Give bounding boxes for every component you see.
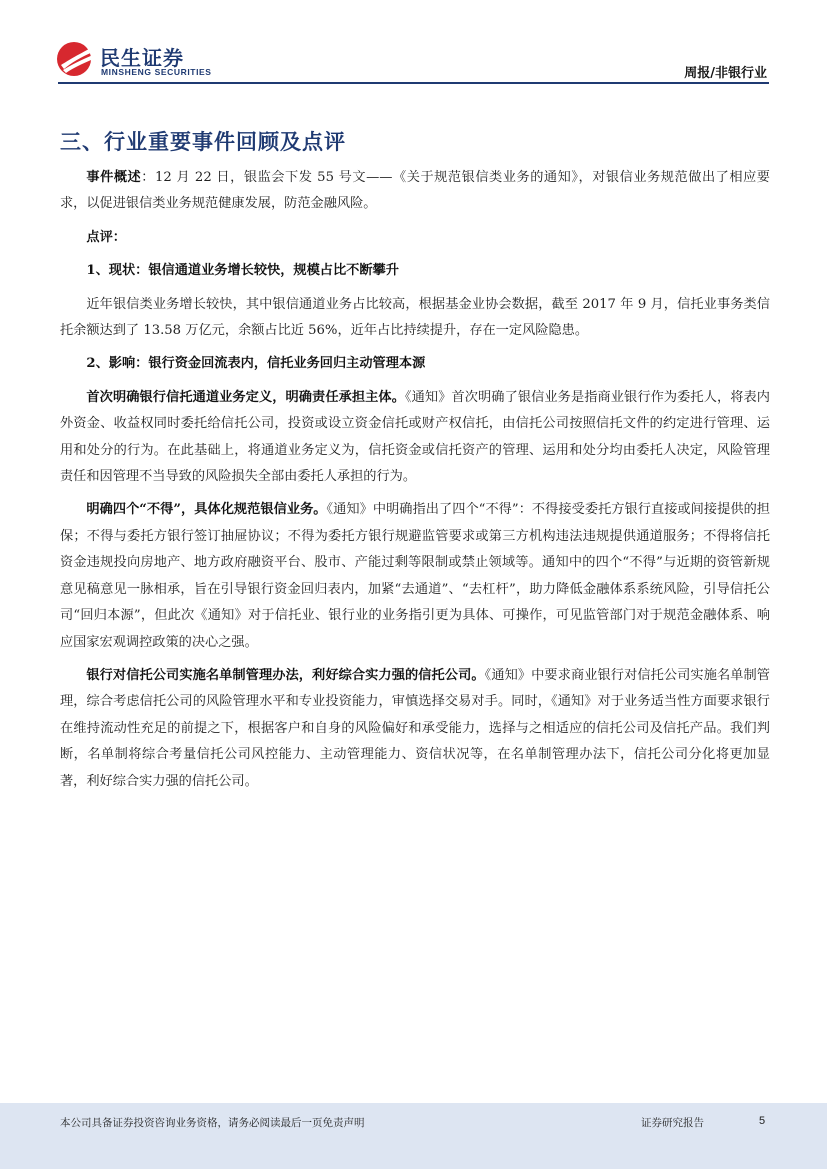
section-title: 三、行业重要事件回顾及点评 [60,130,346,154]
definition-text: 《通知》首次明确了银信业务是指商业银行作为委托人，将表内外资金、收益权同时委托给信托公司，投资或设立资金信托或财产权信托，由信托公司按照信托文件的约定进行管理、运用和处分的行为。在此基础上，将通道业务定义为，信托资金或信托资产的管理、运用和处分均由委托人决定，风险管理责任和因管理不当导致的风险损失全部由委托人承担的行为。 [60,389,770,485]
event-summary-paragraph [60,165,770,218]
subheading-1: 1、现状：银信通道业务增长较快，规模占比不断攀升 [86,263,399,279]
comment-label: 点评： [86,229,126,245]
header-divider [58,82,769,84]
status-paragraph: 近年银信类业务增长较快，其中银信通道业务占比较高，根据基金业协会数据，截至 2017 年 9 月，信托业事务类信托余额达到了 13.58 万亿元，余额占比近 56%，近年占比持续提升，存在一定风险隐患。 [60,296,770,339]
page-header [0,0,827,90]
page-number: 5 [759,1115,766,1127]
minsheng-logo-icon [55,40,97,78]
footer-disclaimer: 本公司具备证券投资咨询业务资格，请务必阅读最后一页免责声明 [60,1117,365,1129]
whitelist-text: 《通知》中要求商业银行对信托公司实施名单制管理，综合考虑信托公司的风险管理水平和专业投资能力，审慎选择交易对手。同时，《通知》对于业务适当性方面要求银行在维持流动性充足的前提之下，根据客户和自身的风险偏好和承受能力，选择与之相适应的信托公司及信托产品。我们判断，名单制将综合考量信托公司风控能力、主动管理能力、资信状况等，在名单制管理办法下，信托公司分化将更加显著，利好综合实力强的信托公司。 [60,667,770,789]
report-body [60,165,770,795]
brand-name-en: MINSHENG SECURITIES [101,67,212,77]
whitelist-paragraph [60,663,770,795]
four-prohibitions-lead: 明确四个“不得”，具体化规范银信业务。 [86,502,327,518]
definition-lead: 首次明确银行信托通道业务定义，明确责任承担主体。 [86,389,405,405]
page-footer [0,1103,827,1169]
comment-heading-paragraph [60,225,770,251]
subheading-2-paragraph [60,351,770,377]
event-summary-text: ：12 月 22 日，银监会下发 55 号文——《关于规范银信类业务的通知》，对银信业务规范做出了相应要求，以促进银信类业务规范健康发展，防范金融风险。 [60,170,770,212]
four-prohibitions-paragraph [60,497,770,655]
footer-report-label: 证券研究报告 [641,1117,704,1129]
event-summary-label: 事件概述 [86,170,142,185]
report-type: 周报/非银行业 [684,66,767,81]
whitelist-lead: 银行对信托公司实施名单制管理办法，利好综合实力强的信托公司。 [86,667,485,683]
subheading-2: 2、影响：银行资金回流表内，信托业务回归主动管理本源 [86,356,426,372]
subheading-1-paragraph [60,258,770,284]
four-prohibitions-text: 《通知》中明确指出了四个“不得”：不得接受委托方银行直接或间接提供的担保；不得与委托方银行签订抽屉协议；不得为委托方银行规避监管要求或第三方机构违法违规提供通道服务；不得将信托资金违规投向房地产、地方政府融资平台、股市、产能过剩等限制或禁止领域等。通知中的四个“不得”与近期的资管新规意见稿意见一脉相承，旨在引导银行资金回归表内，加紧“去通道”、“去杠杆”，助力降低金融体系系统风险，引导信托公司“回归本源”，但此次《通知》对于信托业、银行业的业务指引更为具体、可操作，可见监管部门对于规范金融体系、响应国家宏观调控政策的决心之强。 [60,502,770,650]
definition-paragraph [60,385,770,491]
brand-name-cn: 民生证券 [100,46,184,70]
